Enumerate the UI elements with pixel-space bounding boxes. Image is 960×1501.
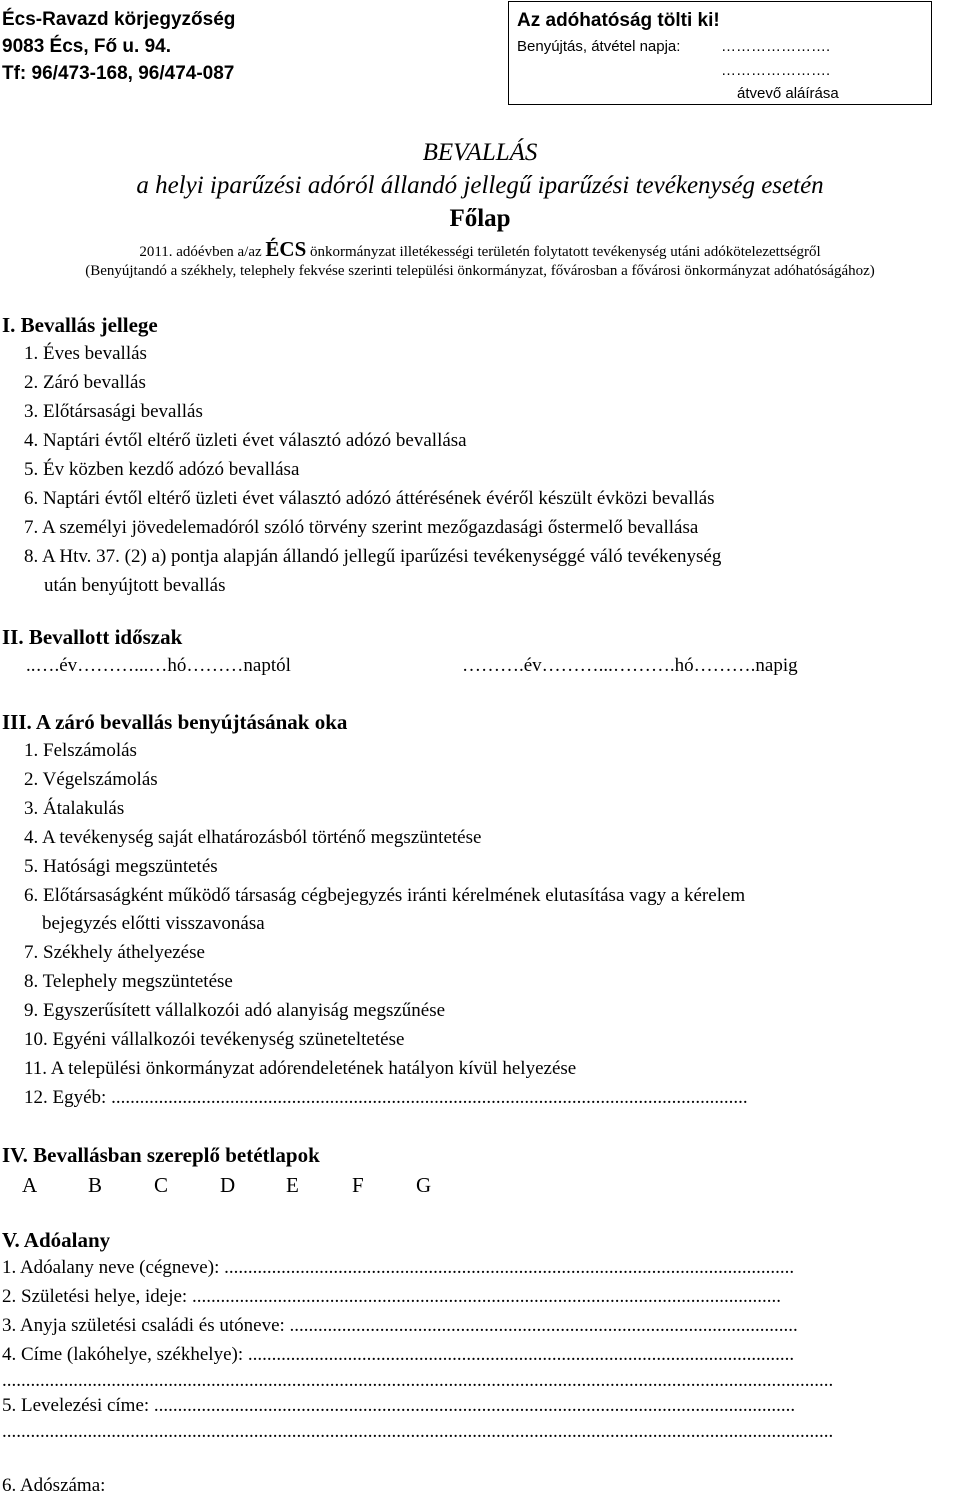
list-item[interactable]: 5. Év közben kezdő adózó bevallása [24,459,300,480]
list-item[interactable]: 6. Előtársaságként működő társaság cégbejegyzés iránti kérelmének elutasítása vagy a kérelem [24,885,746,906]
period-to-field[interactable]: ……….év………...……….hó……….napig [462,655,798,676]
section-4-heading: IV. Bevallásban szereplő betétlapok [2,1143,320,1167]
insert-sheet-g[interactable]: G [416,1173,432,1197]
other-reason-field[interactable]: 12. Egyéb: ...................................................................................................................................... [24,1087,748,1108]
insert-sheet-a[interactable]: A [22,1173,38,1197]
period-from-field[interactable]: ..….év………...…hó………naptól [26,655,291,676]
intro-year-suffix: önkormányzat illetékességi területén folytatott tevékenység utáni adókötelezettségről [310,244,821,260]
list-item-continuation: után benyújtott bevallás [44,575,226,596]
section-3-heading: III. A záró bevallás benyújtásának oka [2,710,348,734]
list-item[interactable]: 3. Előtársasági bevallás [24,401,203,422]
list-item[interactable]: 4. Naptári évtől eltérő üzleti évet választó adózó bevallása [24,430,467,451]
list-item-continuation: bejegyzés előtti visszavonása [42,913,265,934]
section-2-heading: II. Bevallott időszak [2,625,183,649]
form-title: BEVALLÁS [422,139,538,166]
list-item[interactable]: 8. Telephely megszüntetése [24,971,233,992]
list-item[interactable]: 2. Végelszámolás [24,769,158,790]
intro-line [0,237,960,262]
insert-sheet-e[interactable]: E [286,1173,299,1197]
list-item[interactable]: 4. A tevékenység saját elhatározásból történő megszüntetése [24,827,482,848]
section-1-heading: I. Bevallás jellege [2,313,158,337]
submission-date-field[interactable]: …………………. [721,38,831,55]
list-item[interactable]: 8. A Htv. 37. (2) a) pontja alapján állandó jellegű iparűzési tevékenységgé váló tevékenység [24,546,722,567]
submission-date-label: Benyújtás, átvétel napja: [517,38,681,55]
mother-name-field[interactable]: 3. Anyja születési családi és utóneve: ........................................................................................................... [2,1315,798,1336]
signature-field[interactable]: …………………. [721,62,831,79]
form-page-name: Főlap [449,205,511,232]
insert-sheet-c[interactable]: C [154,1173,169,1197]
birth-place-date-field[interactable]: 2. Születési helye, ideje: ............................................................................................................................ [2,1286,781,1307]
address-field[interactable]: 4. Címe (lakóhelye, székhelye): ................................................................................................................... [2,1344,795,1365]
list-item[interactable]: 3. Átalakulás [24,798,125,819]
section-5-heading: V. Adóalany [2,1228,111,1252]
list-item[interactable]: 9. Egyszerűsített vállalkozói adó alanyiság megszűnése [24,1000,446,1021]
intro-year-prefix: 2011. adóévben a/az [139,244,262,260]
address-field-continuation[interactable]: ............................................................................................................................................................................... [2,1370,834,1391]
list-item[interactable]: 2. Záró bevallás [24,372,146,393]
form-subtitle: a helyi iparűzési adóról állandó jellegű iparűzési tevékenység esetén [136,172,824,199]
insert-sheet-f[interactable]: F [352,1173,364,1197]
office-phone: Tf: 96/473-168, 96/474-087 [2,63,235,84]
list-item[interactable]: 11. A települési önkormányzat adórendeletének hatályon kívül helyezése [24,1058,577,1079]
insert-sheet-d[interactable]: D [220,1173,236,1197]
office-name: Écs-Ravazd körjegyzőség [2,9,236,30]
office-address: 9083 Écs, Fő u. 94. [2,36,171,57]
list-item[interactable]: 1. Éves bevallás [24,343,147,364]
list-item[interactable]: 5. Hatósági megszüntetés [24,856,218,877]
mailing-address-field-continuation[interactable]: ............................................................................................................................................................................... [2,1421,834,1442]
mailing-address-field[interactable]: 5. Levelezési címe: ....................................................................................................................................... [2,1395,796,1416]
tax-number-field[interactable]: 6. Adószáma: [2,1475,106,1496]
list-item[interactable]: 1. Felszámolás [24,740,137,761]
insert-sheet-b[interactable]: B [88,1173,103,1197]
authority-box-title: Az adóhatóság tölti ki! [517,10,720,31]
list-item[interactable]: 7. Székhely áthelyezése [24,942,205,963]
intro-city: ÉCS [265,237,307,261]
list-item[interactable]: 6. Naptári évtől eltérő üzleti évet választó adózó áttérésének évéről készült évközi bevallás [24,488,715,509]
intro-note: (Benyújtandó a székhely, telephely fekvése szerinti települési önkormányzat, fővárosban a fővárosi önkormányzat adóhatóságához) [85,263,875,279]
taxpayer-name-field[interactable]: 1. Adóalany neve (cégneve): ........................................................................................................................ [2,1257,795,1278]
authority-box [508,1,932,105]
list-item[interactable]: 7. A személyi jövedelemadóról szóló törvény szerint mezőgazdasági őstermelő bevallása [24,517,699,538]
signature-label: átvevő aláírása [737,85,839,102]
list-item[interactable]: 10. Egyéni vállalkozói tevékenység szüneteltetése [24,1029,405,1050]
